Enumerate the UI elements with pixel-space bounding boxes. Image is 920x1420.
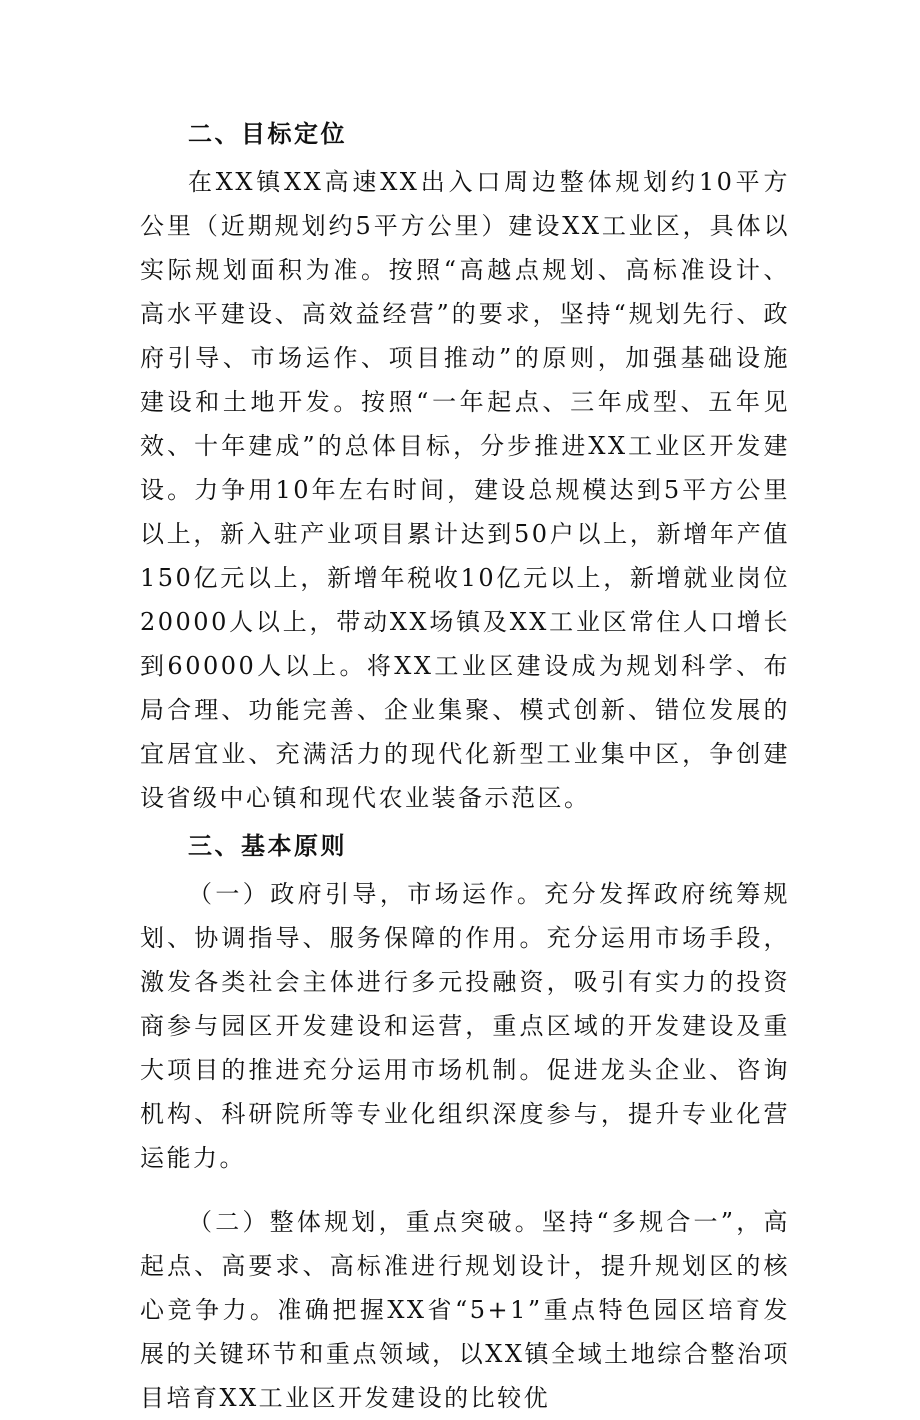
section-heading-basic-principles: 三、基本原则 bbox=[188, 832, 347, 860]
paragraph-goal-positioning: 在XX镇XX高速XX出入口周边整体规划约10平方公里（近期规划约5平方公里）建设XX工业区，具体以实际规划面积为准。按照“高越点规划、高标准设计、高水平建设、高效益经营”的要求，坚持“规划先行、政府引导、市场运作、项目推动”的原则，加强基础设施建设和土地开发。按照“一年起点、三年成型、五年见效、十年建成”的总体目标，分步推进XX工业区开发建设。力争用10年左右时间，建设总规模达到5平方公里以上，新入驻产业项目累计达到50户以上，新增年产值150亿元以上，新增年税收10亿元以上，新增就业岗位20000人以上，带动XX场镇及XX工业区常住人口增长到60000人以上。将XX工业区建设成为规划科学、布局合理、功能完善、企业集聚、模式创新、错位发展的宜居宜业、充满活力的现代化新型工业集中区，争创建设省级中心镇和现代农业装备示范区。 bbox=[140, 168, 790, 812]
paragraph-principle-2: （二）整体规划，重点突破。坚持“多规合一”，高起点、高要求、高标准进行规划设计，提升规划区的核心竞争力。准确把握XX省“5+1”重点特色园区培育发展的关键环节和重点领域，以XX镇全域土地综合整治项目培育XX工业区开发建设的比较优 bbox=[140, 1208, 790, 1412]
document-body bbox=[140, 112, 790, 1420]
section-heading-goal-positioning: 二、目标定位 bbox=[188, 120, 347, 148]
paragraph-principle-1: （一）政府引导，市场运作。充分发挥政府统筹规划、协调指导、服务保障的作用。充分运用市场手段，激发各类社会主体进行多元投融资，吸引有实力的投资商参与园区开发建设和运营，重点区域的开发建设及重大项目的推进充分运用市场机制。促进龙头企业、咨询机构、科研院所等专业化组织深度参与，提升专业化营运能力。 bbox=[140, 880, 790, 1172]
